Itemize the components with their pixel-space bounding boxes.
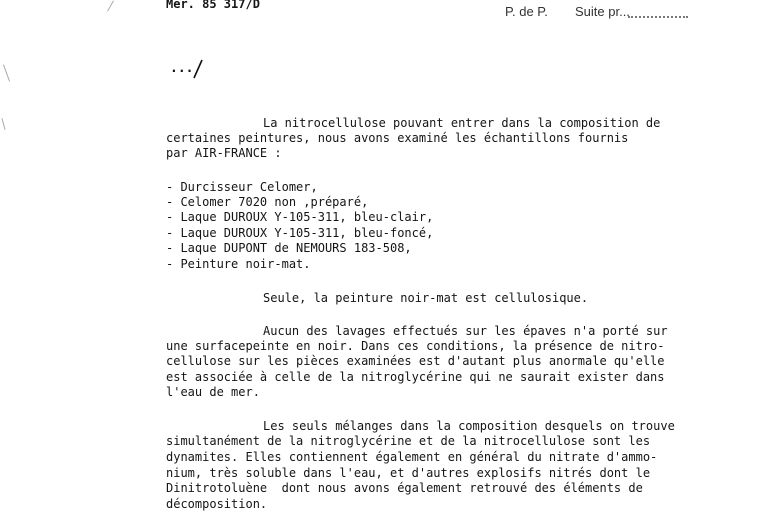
paragraph-2-line: cellulose sur les pièces examinées est d'autant plus anormale qu'elle (166, 354, 665, 368)
document-reference: Mer. 85 317/D (166, 0, 260, 11)
paragraph-2-line: une surfacepeinte en noir. Dans ces conditions, la présence de nitro- (166, 339, 665, 353)
header-suite: Suite pr... (575, 4, 630, 19)
paragraph-1-line: La nitrocellulose pouvant entrer dans la composition de (263, 116, 661, 130)
list-item: - Celomer 7020 non ,préparé, (166, 195, 369, 209)
paragraph-2-line: l'eau de mer. (166, 385, 260, 399)
paragraph-1-line: par AIR-FRANCE : (166, 146, 282, 160)
paragraph-3-line: nium, très soluble dans l'eau, et d'autres explosifs nitrés dont le (166, 466, 651, 480)
list-item: - Laque DUPONT de NEMOURS 183-508, (166, 241, 412, 255)
margin-mark (1, 118, 5, 130)
paragraph-2-line: Aucun des lavages effectués sur les épaves n'a porté sur (263, 324, 668, 338)
paragraph-3-line: décomposition. (166, 497, 268, 511)
list-item: - Peinture noir-mat. (166, 257, 311, 271)
margin-mark (107, 1, 114, 12)
continuation-mark: ... (170, 61, 194, 76)
paragraph-3-line: simultanément de la nitroglycérine et de la nitrocellulose sont les (166, 434, 651, 448)
paragraph-1-line: certaines peintures, nous avons examiné les échantillons fournis (166, 131, 629, 145)
paragraph-2-line: est associée à celle de la nitroglycérine qui ne saurait exister dans (166, 370, 665, 384)
paragraph-3-line: Les seuls mélanges dans la composition desquels on trouve (263, 419, 675, 433)
slash-mark (192, 58, 204, 80)
paragraph-3-line: Dinitrotoluène dont nous avons également retrouvé des éléments de (166, 481, 643, 495)
list-item: - Laque DUROUX Y-105-311, bleu-foncé, (166, 226, 434, 240)
list-item: - Durcisseur Celomer, (166, 180, 318, 194)
conclusion-line: Seule, la peinture noir-mat est cellulosique. (263, 291, 589, 305)
header-dotted-line (628, 14, 688, 18)
margin-mark (3, 64, 10, 81)
list-item: - Laque DUROUX Y-105-311, bleu-clair, (166, 210, 434, 224)
paragraph-3-line: dynamites. Elles contiennent également en général du nitrate d'ammo- (166, 450, 658, 464)
header-pdp: P. de P. (505, 4, 548, 19)
